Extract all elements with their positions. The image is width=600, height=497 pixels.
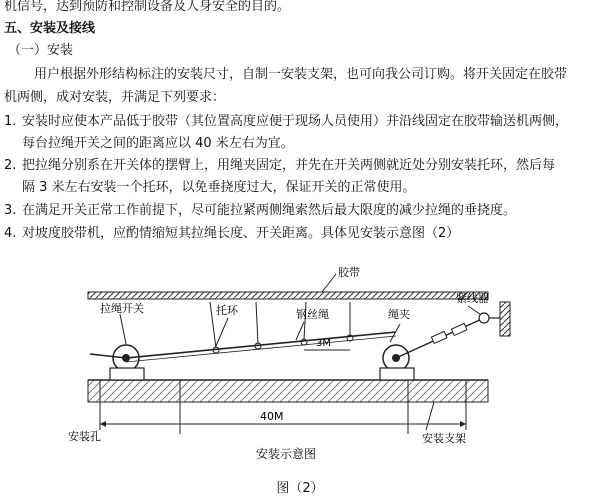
item-3-line1: 在满足开关正常工作前提下，尽可能拉紧两侧绳索然后最大限度的减少拉绳的垂挠度。 (22, 203, 517, 218)
wire-label: 钢丝绳 (296, 308, 329, 321)
tensioner (396, 302, 510, 358)
wire-rope-2 (126, 336, 396, 362)
section-title: 五、安装及接线 (4, 21, 96, 36)
item-2-number: 2. (4, 158, 17, 173)
bracket-label-leader (426, 402, 434, 430)
distance-label: 40M (260, 410, 284, 423)
base-rail (88, 380, 488, 402)
figure-caption: 图（2） (276, 481, 324, 496)
para1-line1: 用户根据外形结构标注的安装尺寸，自制一安装支架，也可向我公司订购。将开关固定在胶带 (34, 67, 568, 82)
item-1-number: 1. (4, 114, 17, 129)
switch-label: 拉绳开关 (100, 302, 144, 315)
belt (88, 292, 488, 299)
spacing-label: 3M (316, 338, 331, 349)
belt-label-leader (322, 274, 336, 292)
bracket-label: 安装支架 (422, 432, 466, 445)
diagram-title: 安装示意图 (256, 447, 317, 461)
support-ring-2 (255, 302, 261, 349)
pull-switch-right (380, 345, 414, 380)
clamp-label: 绳夹 (388, 308, 410, 321)
installation-diagram (60, 262, 560, 474)
subsection-title: （一）安装 (8, 43, 74, 58)
item-1-line2: 每台拉绳开关之间的距离应以 40 米左右为宜。 (22, 136, 294, 151)
item-2-line2: 隔 3 米左右安装一个托环，以免垂挠度过大，保证开关的正常使用。 (22, 180, 416, 195)
para1-line2: 机两侧，成对安装，并满足下列要求： (4, 90, 226, 105)
item-3-number: 3. (4, 203, 17, 218)
wire-label-leader (296, 322, 304, 340)
item-4-line1: 对坡度胶带机，应酌情缩短其拉绳长度、开关距离。具体见安装示意图（2） (22, 226, 460, 241)
switch-label-leader (120, 314, 126, 344)
ring-label: 托环 (216, 304, 238, 317)
hole-label: 安装孔 (68, 430, 101, 443)
tensioner-label-leader (468, 306, 480, 314)
lead-text: 机信号，达到预防和控制设备及人身安全的目的。 (4, 0, 291, 14)
support-ring-4 (347, 302, 353, 341)
ring-label-leader (216, 318, 228, 346)
item-1-line1: 安装时应使本产品低于胶带（其位置高度应便于现场人员使用）并沿线固定在胶带输送机两侧， (22, 114, 569, 129)
pull-switch-left (90, 345, 144, 380)
item-2-line1: 把拉绳分别系在开关体的摆臂上，用绳夹固定，并先在开关两侧就近处分别安装托环，然后每 (22, 158, 556, 173)
tensioner-label: 紧线器 (456, 292, 489, 305)
belt-label: 胶带 (338, 266, 360, 279)
item-4-number: 4. (4, 226, 17, 241)
